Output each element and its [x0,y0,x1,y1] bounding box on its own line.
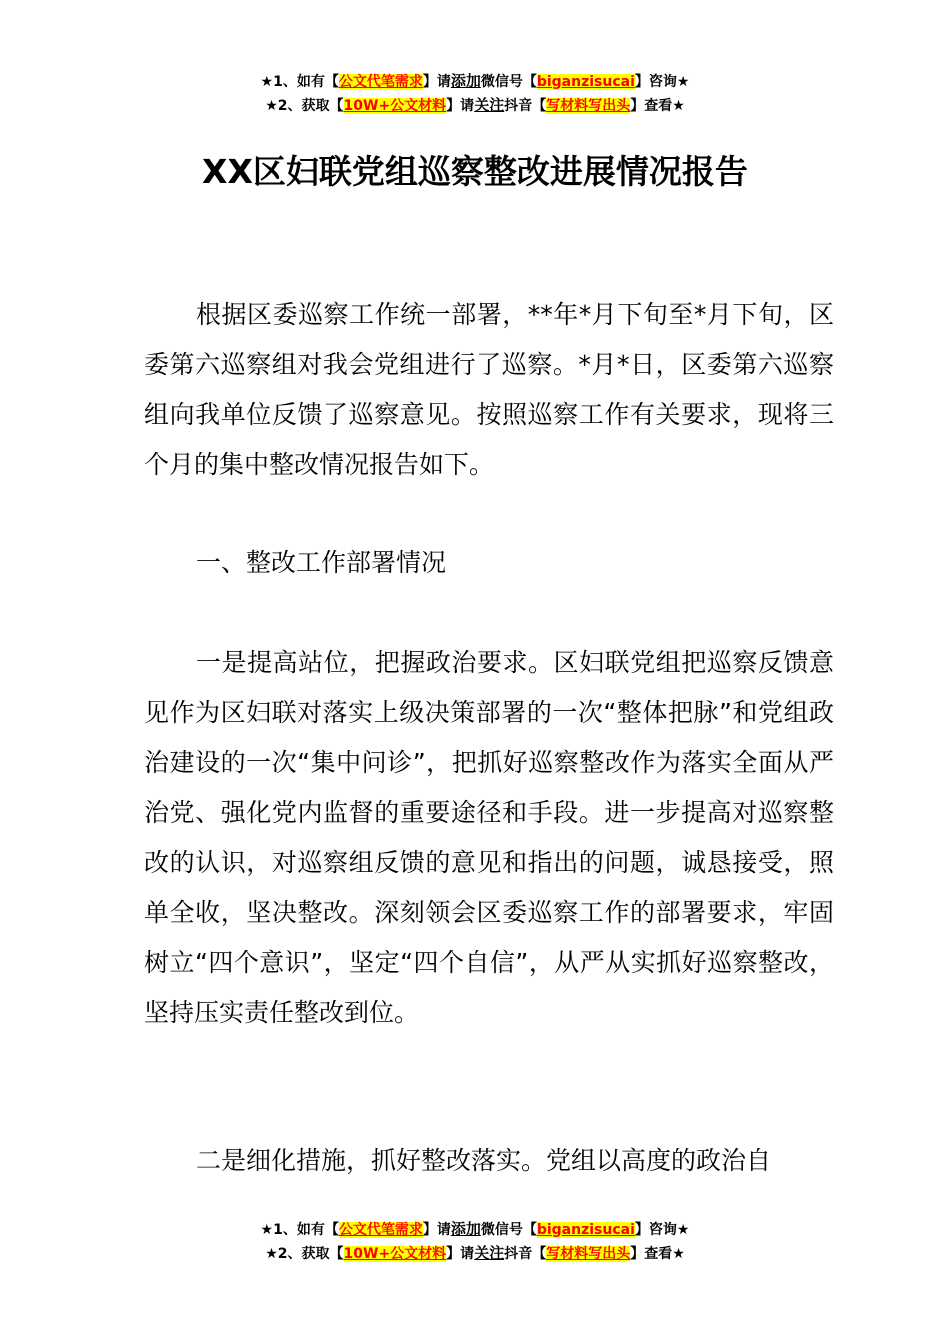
promo-highlight: 10W+公文材料 [343,98,447,114]
promo-line-1 [0,1218,950,1242]
promo-text: 】查看 [630,98,673,114]
star-icon: ★ [265,1246,278,1262]
document-title: XX区妇联党组巡察整改进展情况报告 [202,152,748,191]
promo-text: 2、获取【 [277,98,344,114]
promo-text: 】咨询 [634,74,677,90]
star-icon: ★ [260,1222,274,1238]
promo-text: 1、如有【 [273,74,339,90]
promo-text: 】咨询 [634,1222,677,1238]
promo-highlight: biganzisucai [536,1222,635,1238]
promo-highlight: 10W+公文材料 [343,1246,447,1262]
promo-highlight: biganzisucai [536,74,635,90]
star-icon: ★ [265,98,278,114]
star-icon: ★ [676,1222,690,1238]
star-icon: ★ [676,74,690,90]
section-heading: 一、整改工作部署情况 [196,548,447,577]
promo-text: 】请 [446,98,475,114]
star-icon: ★ [672,1246,685,1262]
promo-emphasis: 添加 [450,72,481,90]
promo-text: 】请 [422,1222,451,1238]
promo-text: 抖音【 [504,98,547,114]
promo-emphasis: 添加 [450,1220,481,1238]
star-icon: ★ [672,98,685,114]
promo-text: 抖音【 [504,1246,547,1262]
promo-text: 】请 [422,74,451,90]
promo-highlight: 公文代笔需求 [338,1222,423,1238]
promo-text: 微信号【 [480,1222,537,1238]
promo-text: 1、如有【 [273,1222,339,1238]
star-icon: ★ [260,74,274,90]
promo-text: 2、获取【 [277,1246,344,1262]
promo-line-2 [0,1242,950,1266]
promo-banner-bottom [0,1218,950,1266]
promo-line-2 [0,94,950,118]
promo-emphasis: 关注 [474,96,505,114]
promo-text: 微信号【 [480,74,537,90]
promo-highlight: 公文代笔需求 [338,74,423,90]
promo-highlight: 写材料写出头 [546,1246,631,1262]
promo-highlight: 写材料写出头 [546,98,631,114]
body-paragraph-2: 二是细化措施，抓好整改落实。党组以高度的政治自 [196,1146,772,1175]
promo-banner-top [0,70,950,118]
body-paragraph-intro: 根据区委巡察工作统一部署，**年*月下旬至*月下旬，区委第六巡察组对我会党组进行了巡察。*月*日，区委第六巡察组向我单位反馈了巡察意见。按照巡察工作有关要求，现将三个月的集中整改情况报告如下。 [144,300,834,479]
body-paragraph-1: 一是提高站位，把握政治要求。区妇联党组把巡察反馈意见作为区妇联对落实上级决策部署的一次“整体把脉”和党组政治建设的一次“集中问诊”，把抓好巡察整改作为落实全面从严治党、强化党内监督的重要途径和手段。进一步提高对巡察整改的认识，对巡察组反馈的意见和指出的问题，诚恳接受，照单全收，坚决整改。深刻领会区委巡察工作的部署要求，牢固树立“四个意识”，坚定“四个自信”，从严从实抓好巡察整改，坚持压实责任整改到位。 [144,648,834,1027]
promo-text: 】查看 [630,1246,673,1262]
promo-line-1 [0,70,950,94]
promo-text: 】请 [446,1246,475,1262]
promo-emphasis: 关注 [474,1244,505,1262]
